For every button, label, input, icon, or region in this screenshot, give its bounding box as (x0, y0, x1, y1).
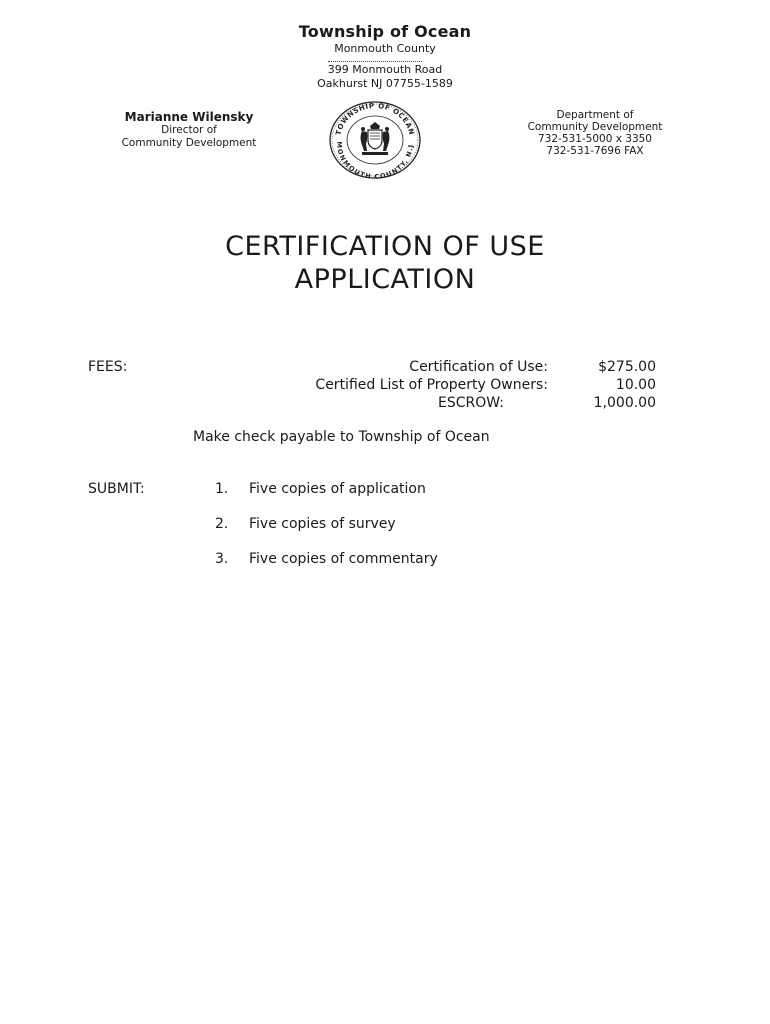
department-block (505, 109, 685, 157)
submit-label: SUBMIT: (88, 481, 145, 497)
director-block (95, 110, 283, 150)
department-fax: 732-531-7696 FAX (546, 145, 644, 157)
list-item-number: 2. (215, 516, 229, 532)
list-item: Five copies of commentary (249, 551, 438, 567)
department-phone: 732-531-5000 x 3350 (538, 133, 652, 145)
payable-note: Make check payable to Township of Ocean (193, 429, 490, 445)
list-item: Five copies of application (249, 481, 426, 497)
fee-item-name: Certification of Use: (409, 359, 548, 375)
header-divider (328, 61, 422, 62)
fee-item-amount: $275.00 (598, 359, 656, 375)
seal-emblem-icon (361, 122, 390, 155)
fee-item-name: Certified List of Property Owners: (315, 377, 548, 393)
township-name: Township of Ocean (298, 22, 472, 41)
document-title (0, 230, 770, 296)
address-line-2: Oakhurst NJ 07755-1589 (317, 77, 453, 90)
department-line-2: Community Development (527, 121, 663, 133)
fee-item-name: ESCROW: (438, 395, 504, 411)
director-name: Marianne Wilensky (124, 110, 254, 124)
title-line-2: APPLICATION (294, 264, 476, 295)
list-item: Five copies of survey (249, 516, 396, 532)
director-title-1: Director of (161, 124, 217, 136)
director-title-2: Community Development (121, 137, 257, 149)
seal-top-text: TOWNSHIP OF OCEAN (334, 101, 416, 136)
seal-bottom-text: MONMOUTH COUNTY, N.J (335, 141, 415, 180)
list-item-number: 3. (215, 551, 229, 567)
county-name: Monmouth County (334, 42, 436, 55)
address-line-1: 399 Monmouth Road (327, 63, 443, 76)
fees-label: FEES: (88, 359, 128, 375)
fee-item-amount: 10.00 (615, 377, 656, 393)
list-item-number: 1. (215, 481, 229, 497)
township-seal (326, 100, 424, 180)
title-line-1: CERTIFICATION OF USE (225, 231, 545, 262)
fee-item-amount: 1,000.00 (593, 395, 656, 411)
department-line-1: Department of (556, 109, 634, 121)
